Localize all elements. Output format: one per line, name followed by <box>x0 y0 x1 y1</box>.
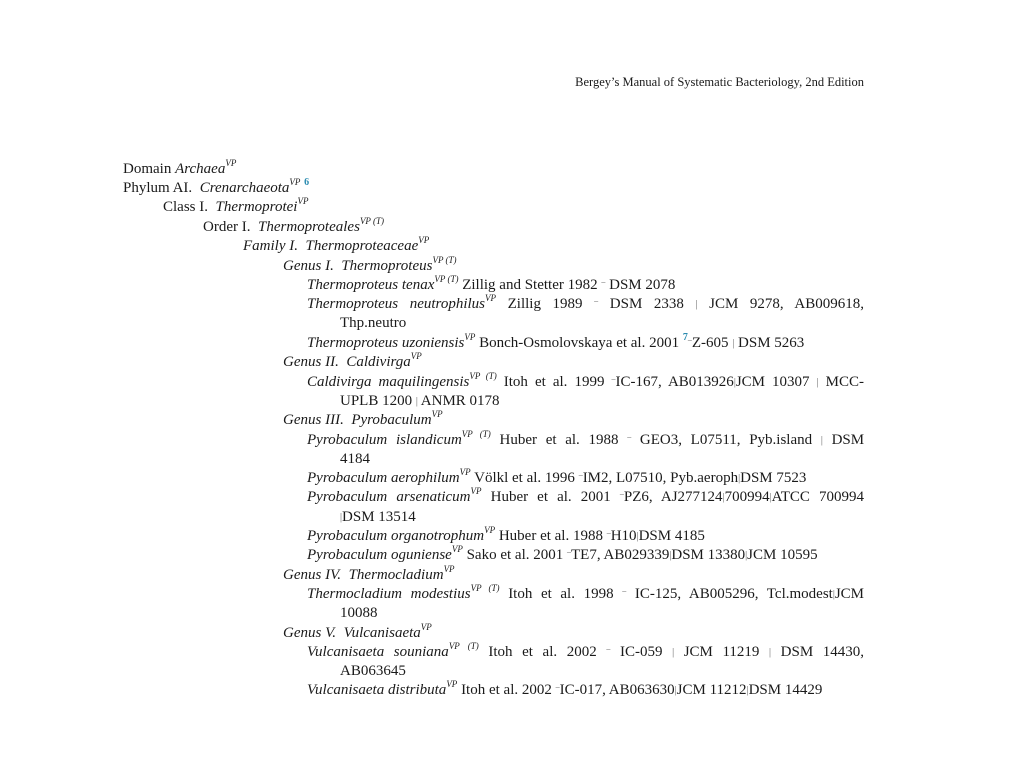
strain: MCC- <box>825 374 865 390</box>
strain: JCM 11212 <box>676 682 747 698</box>
separator: – <box>687 335 692 344</box>
strain: AB063645 <box>340 663 406 679</box>
authority: Itoh et al. 1999 <box>503 374 605 390</box>
taxon-name: Thermoproteaceae <box>305 238 419 254</box>
strain: IM2, L07510, Pyb.aeroph <box>582 470 739 486</box>
footnote-link[interactable]: 6 <box>304 177 310 188</box>
separator: – <box>611 374 616 383</box>
family-line <box>243 237 429 255</box>
authority: Itoh et al. 1998 <box>508 586 614 602</box>
species-name: Thermoproteus tenax <box>307 277 435 293</box>
status-superscript: VP <box>485 293 496 303</box>
strain: DSM <box>831 432 865 448</box>
strain: JCM <box>834 586 865 602</box>
taxon-name: Thermocladium <box>348 567 444 583</box>
taxon-name: Crenarchaeota <box>199 180 290 196</box>
authority: Huber et al. 2001 <box>490 489 611 505</box>
species-continuation <box>340 508 416 528</box>
taxon-name: Vulcanisaeta <box>343 625 421 641</box>
separator: | <box>733 377 736 388</box>
species-continuation <box>340 314 406 332</box>
authority: Zillig 1989 <box>507 296 583 312</box>
species-entry <box>307 334 804 354</box>
species-name: Pyrobaculum aerophilum <box>307 470 460 486</box>
separator: | <box>769 492 772 503</box>
rank-label: Genus IV. <box>283 567 342 583</box>
species-name: Pyrobaculum islandicum <box>307 432 462 448</box>
species-name: Thermocladium modestius <box>307 586 471 602</box>
separator: | <box>820 435 823 446</box>
status-superscript: VP <box>410 351 422 361</box>
status-superscript: VP <box>484 525 496 535</box>
separator: | <box>669 550 672 561</box>
species-entry <box>307 527 705 547</box>
status-superscript: VP (T) <box>461 429 491 439</box>
species-entry <box>307 488 864 508</box>
strain: DSM 7523 <box>740 470 807 486</box>
status-superscript: VP <box>470 486 482 496</box>
genus-line <box>283 353 422 371</box>
authority: Huber et al. 1988 <box>499 432 619 448</box>
authority: Zillig and Stetter 1982 <box>462 277 598 293</box>
separator: | <box>732 338 735 349</box>
order-line <box>203 218 384 236</box>
strain: ANMR 0178 <box>420 393 500 409</box>
strain: H10 <box>610 528 637 544</box>
authority: Völkl et al. 1996 <box>474 470 575 486</box>
separator: | <box>672 647 675 658</box>
separator: – <box>606 528 611 537</box>
genus-line <box>283 411 443 429</box>
strain: DSM 2078 <box>609 277 676 293</box>
rank-label: Genus V. <box>283 625 337 641</box>
species-entry <box>307 585 864 605</box>
separator: | <box>746 685 749 696</box>
rank-label: Genus III. <box>283 412 344 428</box>
separator: – <box>601 277 606 286</box>
status-superscript: VP <box>451 544 463 554</box>
rank-label: Family I. <box>243 238 298 254</box>
species-name: Vulcanisaeta souniana <box>307 644 449 660</box>
species-entry <box>307 546 818 566</box>
rank-label: Phylum AI. <box>123 180 193 196</box>
separator: – <box>578 470 583 479</box>
strain: PZ6, AJ277124 <box>623 489 723 505</box>
rank-label: Class I. <box>163 199 208 215</box>
strain: DSM 13380 <box>671 547 746 563</box>
authority: Huber et al. 1988 <box>498 528 603 544</box>
status-superscript: VP <box>446 679 458 689</box>
species-name: Thermoproteus uzoniensis <box>307 335 465 351</box>
species-entry <box>307 469 806 489</box>
separator: | <box>722 492 725 503</box>
status-superscript: VP <box>464 332 476 342</box>
separator: – <box>567 547 571 556</box>
strain: TE7, AB029339 <box>571 547 670 563</box>
species-entry <box>307 643 864 663</box>
status-superscript: VP <box>443 564 455 574</box>
taxon-name: Thermoproteus <box>341 258 433 274</box>
separator: – <box>594 296 599 305</box>
strain: 10088 <box>340 605 378 621</box>
status-superscript: VP <box>289 177 301 187</box>
strain: IC-059 <box>619 644 663 660</box>
species-name: Vulcanisaeta distributa <box>307 682 447 698</box>
strain: DSM 4185 <box>638 528 705 544</box>
strain: IC-167, AB013926 <box>615 374 734 390</box>
separator: | <box>769 647 772 658</box>
taxon-name: Thermoproteales <box>257 219 360 235</box>
status-superscript: VP <box>418 235 430 245</box>
genus-line <box>283 624 432 642</box>
taxon-name: Caldivirga <box>346 354 411 370</box>
species-name: Pyrobaculum organotrophum <box>307 528 485 544</box>
species-entry <box>307 295 864 315</box>
rank-label: Order I. <box>203 219 251 235</box>
strain: 700994 <box>724 489 770 505</box>
separator: | <box>415 396 418 407</box>
status-superscript: VP <box>225 158 237 168</box>
species-name: Thermoproteus neutrophilus <box>307 296 485 312</box>
separator: – <box>619 489 624 498</box>
species-continuation <box>340 392 500 412</box>
separator: | <box>832 589 835 600</box>
taxon-name: Archaea <box>175 161 226 177</box>
authority: Bonch-Osmolovskaya et al. 2001 <box>479 335 680 351</box>
strain: DSM 14429 <box>748 682 823 698</box>
separator: – <box>622 586 627 595</box>
rank-label: Genus I. <box>283 258 334 274</box>
status-superscript: VP (T) <box>432 255 457 265</box>
rank-label: Domain <box>123 161 172 177</box>
phylum-line <box>123 179 309 197</box>
strain: IC-017, AB063630 <box>559 682 675 698</box>
authority: Itoh et al. 2002 <box>461 682 552 698</box>
separator: | <box>636 531 639 542</box>
species-entry <box>307 373 864 393</box>
species-name: Pyrobaculum oguniense <box>307 547 452 563</box>
strain: ATCC 700994 <box>771 489 865 505</box>
genus-line <box>283 257 457 275</box>
status-superscript: VP (T) <box>469 371 497 381</box>
species-continuation <box>340 450 370 468</box>
rank-label: Genus II. <box>283 354 339 370</box>
running-head: Bergey’s Manual of Systematic Bacteriology, 2nd Edition <box>575 75 864 89</box>
strain: Thp.neutro <box>340 315 407 331</box>
separator: | <box>674 685 677 696</box>
strain: Z-605 <box>691 335 729 351</box>
genus-line <box>283 566 455 584</box>
separator: | <box>745 550 748 561</box>
species-entry <box>307 681 822 701</box>
separator: – <box>606 644 611 653</box>
footnote-link[interactable]: 7 <box>682 332 688 343</box>
separator: | <box>340 512 343 523</box>
strain: UPLB 1200 <box>340 393 413 409</box>
strain: GEO3, L07511, Pyb.island <box>639 432 813 448</box>
status-superscript: VP (T) <box>448 641 479 651</box>
strain: 4184 <box>340 451 370 467</box>
strain: DSM 13514 <box>342 509 416 525</box>
authority: Itoh et al. 2002 <box>488 644 597 660</box>
status-superscript: VP <box>431 409 443 419</box>
strain: JCM 10307 <box>735 374 810 390</box>
status-superscript: VP <box>297 196 309 206</box>
strain: DSM 14430, <box>780 644 865 660</box>
separator: – <box>555 682 560 691</box>
taxon-name: Pyrobaculum <box>351 412 432 428</box>
class-line <box>163 198 308 216</box>
species-name: Caldivirga maquilingensis <box>307 374 470 390</box>
status-superscript: VP <box>420 622 432 632</box>
strain: JCM 11219 <box>683 644 760 660</box>
status-superscript: VP <box>459 467 471 477</box>
separator: – <box>627 432 632 441</box>
status-superscript: VP (T) <box>359 216 385 226</box>
strain: IC-125, AB005296, Tcl.modest <box>634 586 833 602</box>
domain-line <box>123 160 236 178</box>
separator: | <box>695 299 698 310</box>
species-continuation <box>340 604 378 622</box>
strain: JCM 10595 <box>747 547 818 563</box>
status-superscript: VP (T) <box>434 274 459 284</box>
separator: | <box>816 377 819 388</box>
strain: DSM 5263 <box>738 335 805 351</box>
strain: JCM 9278, AB009618, <box>709 296 865 312</box>
taxon-name: Thermoprotei <box>215 199 298 215</box>
status-superscript: VP (T) <box>470 583 500 593</box>
authority: Sako et al. 2001 <box>466 547 564 563</box>
species-continuation <box>340 662 406 680</box>
separator: | <box>738 473 741 484</box>
strain: DSM 2338 <box>609 296 684 312</box>
species-entry <box>307 431 864 451</box>
species-name: Pyrobaculum arsenaticum <box>307 489 471 505</box>
